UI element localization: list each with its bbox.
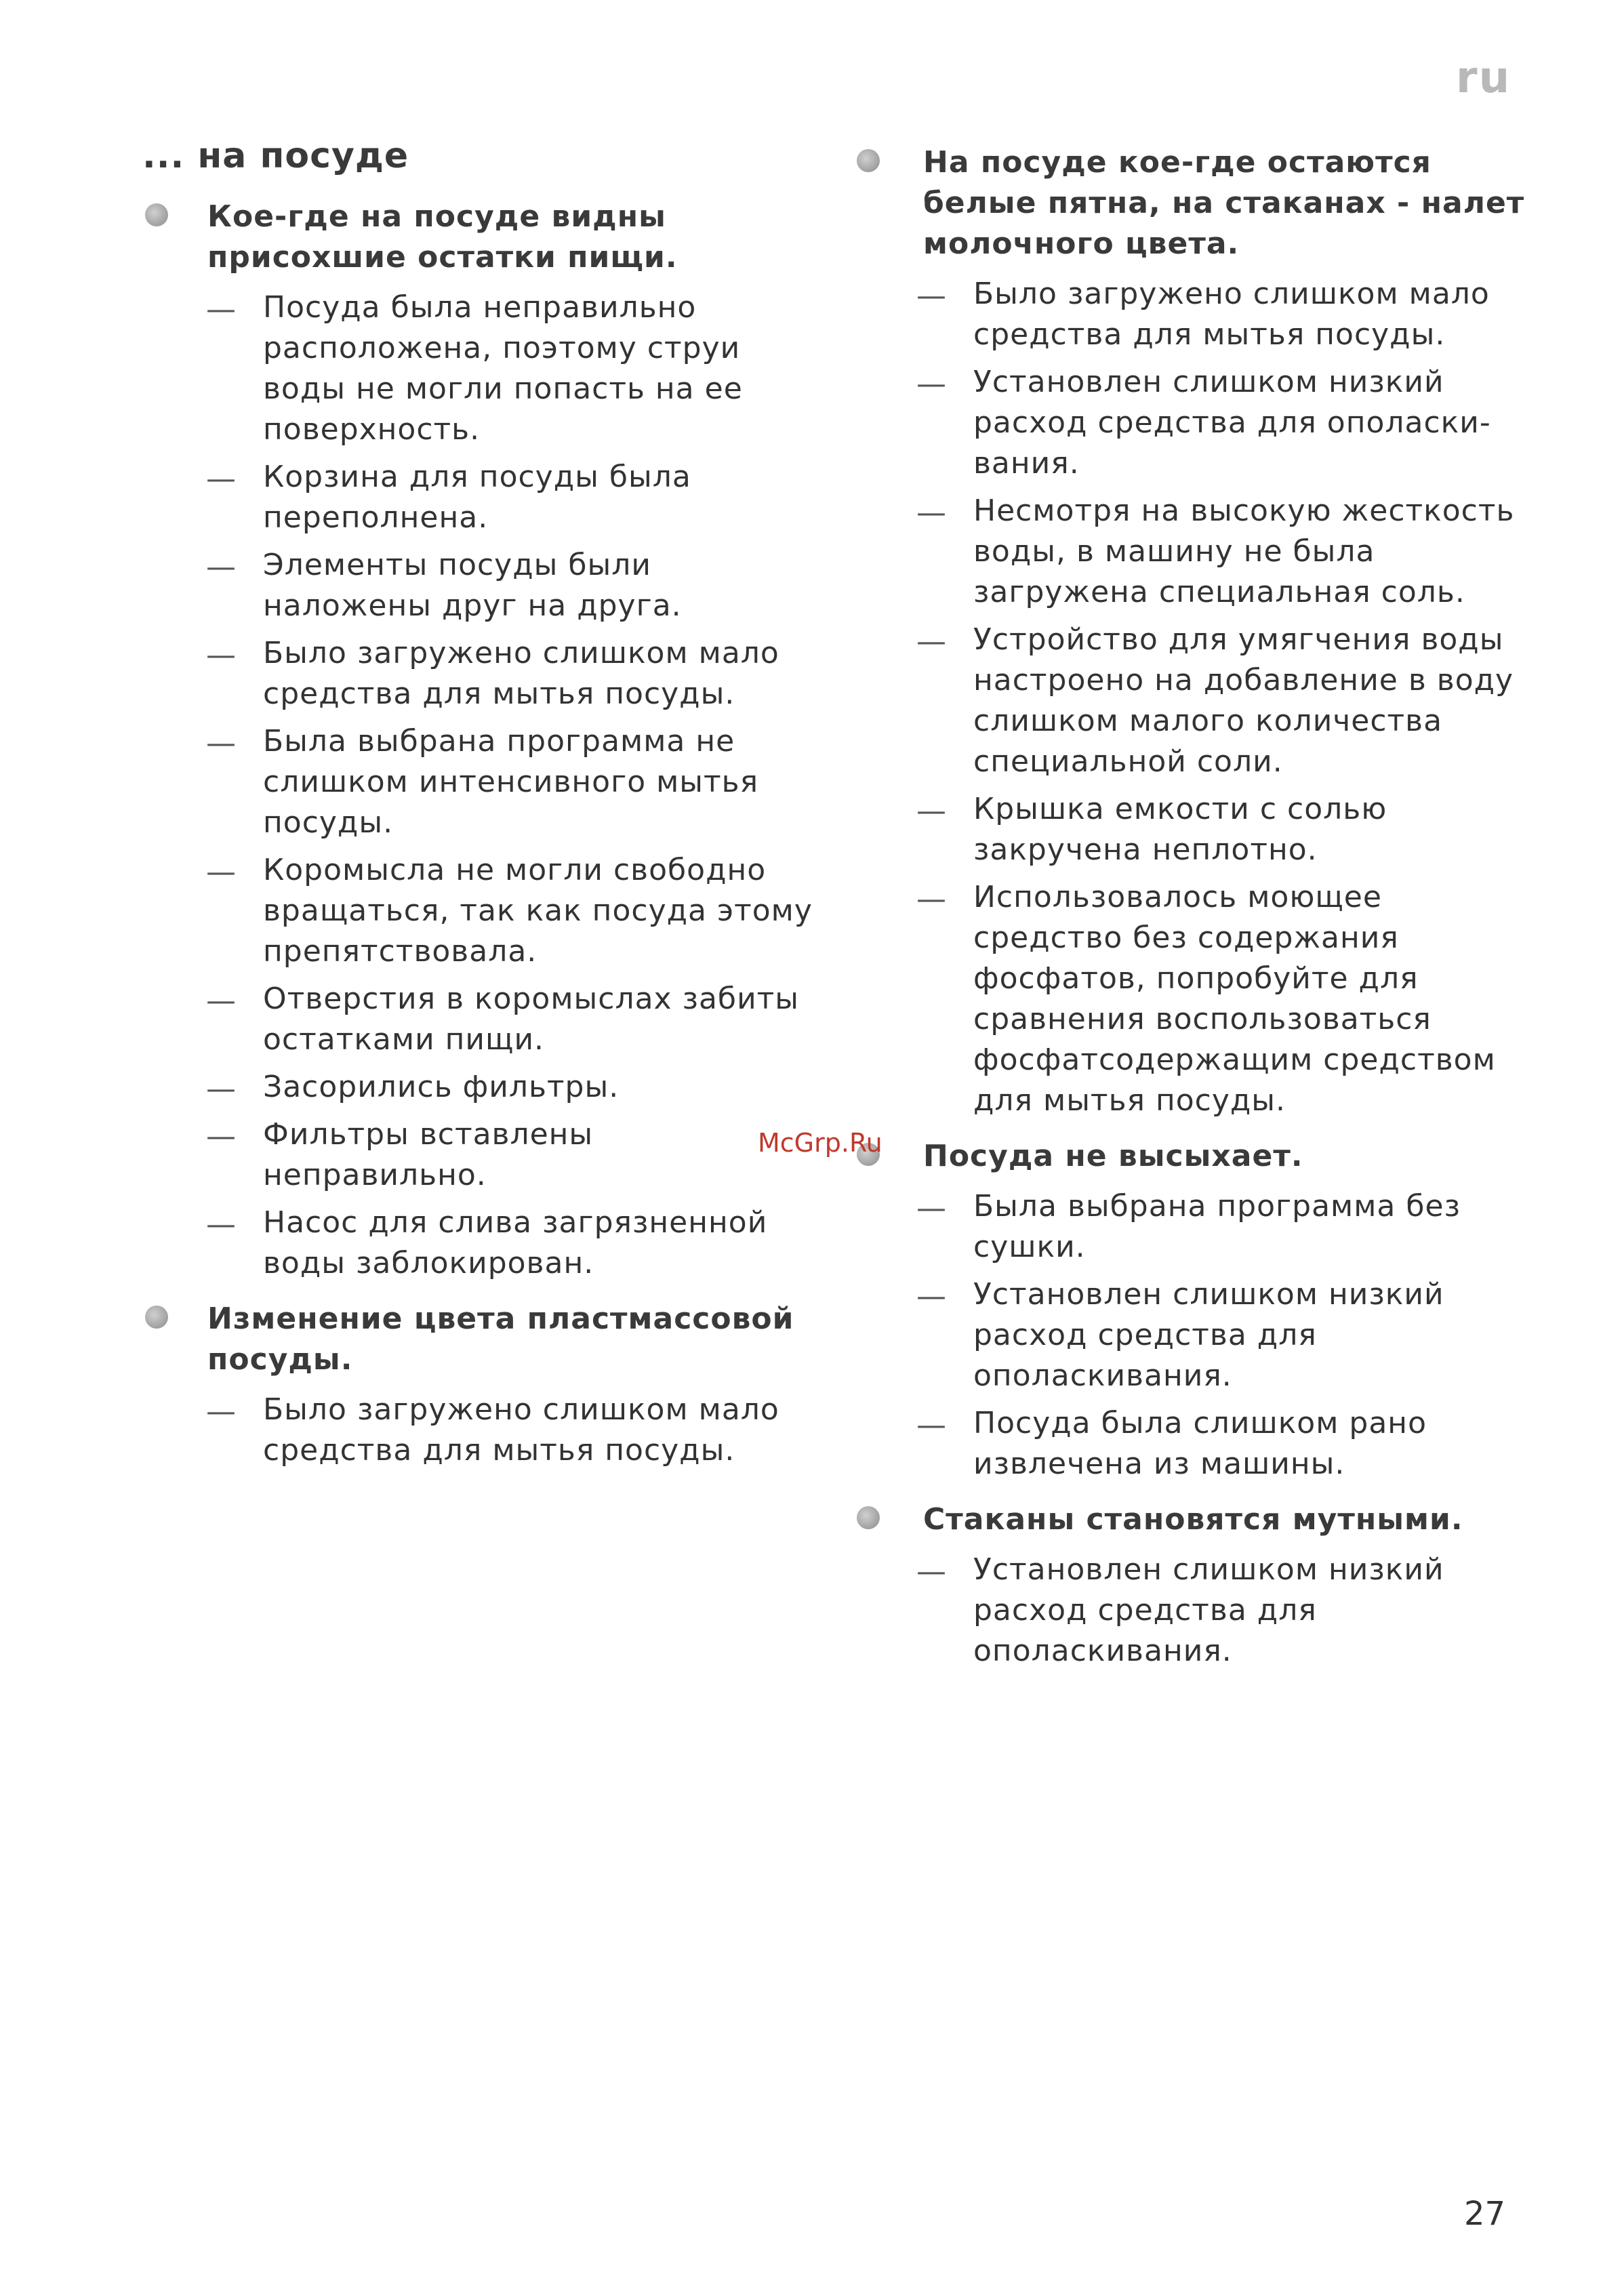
left-column <box>142 136 820 1486</box>
cause-text: Отверстия в коромыслах забиты остатками пищи. <box>263 982 800 1057</box>
cause-text: Была выбрана программа не слишком интенсивного мытья посуды. <box>263 724 759 840</box>
cause-text: Коромысла не могли свободно вращаться, так как посуда этому препятствовала. <box>263 853 813 969</box>
dash-icon: — <box>206 1394 236 1429</box>
dash-icon: — <box>916 367 946 401</box>
cause-text: Было загружено слишком мало средства для мытья посуды. <box>263 636 779 711</box>
dash-icon: — <box>206 984 236 1018</box>
issue-heading <box>142 1299 820 1380</box>
cause-item <box>142 1067 820 1108</box>
cause-text: Корзина для посуды была переполнена. <box>263 460 691 535</box>
dash-icon: — <box>916 624 946 659</box>
issue-heading <box>854 1499 1525 1540</box>
dash-icon: — <box>916 882 946 916</box>
cause-item <box>854 620 1525 782</box>
cause-item <box>142 1114 820 1196</box>
cause-text: Установлен слишком низкий расход средства для ополаски- вания. <box>973 365 1491 481</box>
cause-item <box>142 1390 820 1471</box>
cause-item <box>142 1203 820 1284</box>
dash-icon: — <box>206 1072 236 1106</box>
cause-item <box>142 287 820 450</box>
cause-item <box>854 789 1525 870</box>
right-column <box>854 142 1525 1686</box>
dash-icon: — <box>916 794 946 828</box>
cause-item <box>142 633 820 714</box>
cause-text: Фильтры вставлены неправильно. <box>263 1117 594 1192</box>
dash-icon: — <box>206 855 236 889</box>
dash-icon: — <box>206 1119 236 1154</box>
cause-text: Установлен слишком низкий расход средства для ополаскивания. <box>973 1552 1444 1668</box>
issue-group <box>854 1499 1525 1672</box>
cause-text: Была выбрана программа без сушки. <box>973 1189 1461 1264</box>
issue-group <box>142 197 820 1284</box>
circle-bullet-icon <box>857 149 880 172</box>
dash-icon: — <box>206 462 236 496</box>
cause-item <box>142 545 820 626</box>
dash-icon: — <box>916 1191 946 1226</box>
cause-text: Элементы посуды были наложены друг на друга. <box>263 548 682 623</box>
cause-text: Установлен слишком низкий расход средства для ополаскивания. <box>973 1277 1444 1393</box>
cause-item <box>854 877 1525 1121</box>
cause-text: Использовалось моющее средство без содержания фосфатов, попробуйте для сравнения воспользоваться фосфатсодержащим средством для мытья посуды. <box>973 880 1496 1118</box>
cause-text: Засорились фильтры. <box>263 1070 620 1104</box>
dash-icon: — <box>916 1554 946 1589</box>
issue-heading <box>854 1136 1525 1177</box>
issue-group <box>854 1136 1525 1484</box>
circle-bullet-icon <box>145 1306 168 1329</box>
dash-icon: — <box>916 1279 946 1314</box>
issue-group <box>142 1299 820 1471</box>
cause-text: Крышка емкости с солью закручена неплотно. <box>973 792 1387 867</box>
page-number: 27 <box>1464 2195 1506 2233</box>
dash-icon: — <box>206 550 236 584</box>
language-label: ru <box>1456 53 1511 103</box>
dash-icon: — <box>206 726 236 761</box>
cause-item <box>854 1550 1525 1672</box>
issue-title: На посуде кое-где остаются белые пятна, на стаканах - налет молочного цвета. <box>923 145 1525 261</box>
section-heading: ... на посуде <box>142 136 409 176</box>
cause-item <box>142 979 820 1060</box>
issue-heading <box>854 142 1525 264</box>
issue-title: Изменение цвета пластмассовой посуды. <box>207 1301 794 1377</box>
issue-title: Посуда не высыхает. <box>923 1139 1303 1173</box>
cause-item <box>854 1274 1525 1396</box>
issue-title: Стаканы становятся мутными. <box>923 1502 1463 1537</box>
issue-group <box>854 142 1525 1121</box>
cause-item <box>142 721 820 843</box>
cause-text: Было загружено слишком мало средства для мытья посуды. <box>263 1392 779 1468</box>
cause-text: Насос для слива загрязненной воды заблокирован. <box>263 1205 768 1280</box>
circle-bullet-icon <box>145 203 168 226</box>
cause-item <box>142 850 820 972</box>
cause-item <box>142 457 820 538</box>
dash-icon: — <box>916 1408 946 1442</box>
watermark-text: McGrp.Ru <box>758 1128 882 1158</box>
dash-icon: — <box>916 496 946 530</box>
cause-text: Посуда была неправильно расположена, поэтому струи воды не могли попасть на ее поверхность. <box>263 290 743 447</box>
cause-text: Посуда была слишком рано извлечена из машины. <box>973 1406 1427 1481</box>
issue-title: Кое-где на посуде видны присохшие остатки пищи. <box>207 199 678 275</box>
cause-item <box>854 1403 1525 1484</box>
circle-bullet-icon <box>857 1506 880 1529</box>
cause-text: Было загружено слишком мало средства для мытья посуды. <box>973 277 1490 352</box>
cause-text: Несмотря на высокую жесткость воды, в машину не была загружена специальная соль. <box>973 493 1515 609</box>
cause-item <box>854 1186 1525 1268</box>
cause-item <box>854 491 1525 613</box>
dash-icon: — <box>206 292 236 327</box>
dash-icon: — <box>916 279 946 313</box>
cause-item <box>854 362 1525 484</box>
cause-text: Устройство для умягчения воды настроено на добавление в воду слишком малого количества специальной соли. <box>973 622 1514 779</box>
cause-item <box>854 274 1525 355</box>
issue-heading <box>142 197 820 278</box>
dash-icon: — <box>206 1207 236 1242</box>
dash-icon: — <box>206 638 236 672</box>
